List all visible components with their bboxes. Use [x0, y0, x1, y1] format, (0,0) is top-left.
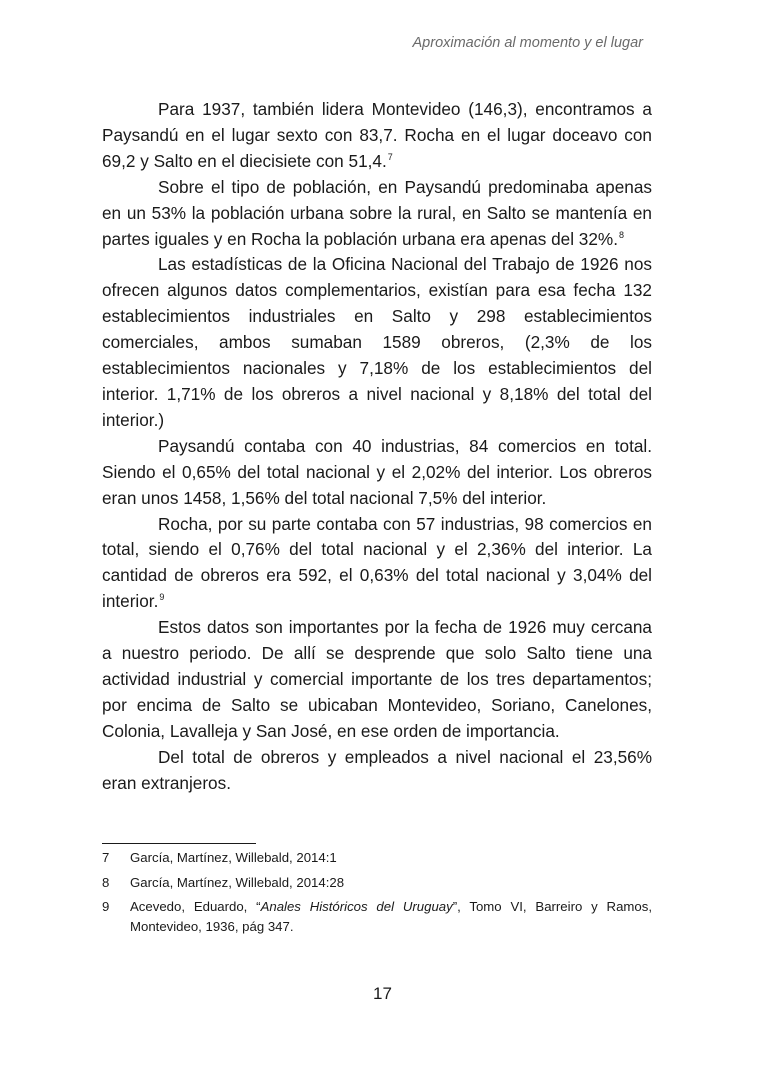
- footnote-text: Acevedo, Eduardo, “Anales Históricos del Uruguay”, Tomo VI, Barreiro y Ramos, Montevideo, 1936, pág 347.: [130, 899, 652, 934]
- paragraph: Del total de obreros y empleados a nivel nacional el 23,56% eran extranjeros.: [102, 746, 652, 793]
- footnote-number: 7: [102, 850, 110, 865]
- footnote-ref[interactable]: 8: [618, 229, 624, 240]
- paragraph: Rocha, por su parte contaba con 57 industrias, 98 comercios en total, siendo el 0,76% del total nacional y el 2,36% del interior. La cantidad de obreros era 592, el 0,63% del total nacional y 3,04% del interior.$^9$: [102, 513, 652, 612]
- footnote-text: García, Martínez, Willebald, 2014:1: [130, 850, 337, 865]
- footnote-text: García, Martínez, Willebald, 2014:28: [130, 874, 345, 890]
- paragraph: Para 1937, también lidera Montevideo (146,3), encontramos a Paysandú en el lugar sexto con 83,7. Rocha en el lugar doceavo con 69,2 y Salto en el diecisiete con 51,4.$^7$: [102, 99, 652, 171]
- footnote-number: 9: [102, 899, 110, 914]
- footnote-ref[interactable]: 9: [159, 592, 165, 603]
- footnote-divider: [102, 843, 256, 844]
- footnote-item: [102, 848, 652, 868]
- paragraph: Las estadísticas de la Oficina Nacional del Trabajo de 1926 nos ofrecen algunos datos complementarios, existían para esa fecha 132 establecimientos industriales en Salto y 298 establecimientos comerciales, ambos sumaban 1589 obreros, (2,3% de los establecimientos nacionales y 7,18% de los establecimientos del interior. 1,71% de los obreros a nivel nacional y 8,18% del total del interior.): [102, 254, 652, 430]
- footnotes: [102, 848, 652, 941]
- running-head: Aproximación al momento y el lugar: [412, 35, 643, 51]
- page-number: 17: [373, 984, 392, 1003]
- footnote-item: [102, 897, 652, 936]
- paragraph: Paysandú contaba con 40 industrias, 84 comercios en total. Siendo el 0,65% del total nacional y el 2,02% del interior. Los obreros eran unos 1458, 1,56% del total nacional 7,5% del interior.: [102, 435, 652, 508]
- book-title: Anales Históricos del Uruguay: [260, 899, 453, 914]
- footnote-number: 8: [102, 874, 110, 890]
- paragraph: Sobre el tipo de población, en Paysandú predominaba apenas en un 53% la población urbana sobre la rural, en Salto se mantenía en partes iguales y en Rocha la población urbana era apenas del 32%.$^8$: [102, 176, 652, 249]
- paragraph: Estos datos son importantes por la fecha de 1926 muy cercana a nuestro periodo. De allí se desprende que solo Salto tiene una actividad industrial y comercial importante de los tres departamentos; por encima de Salto se ubicaban Montevideo, Soriano, Canelones, Colonia, Lavalleja y San José, en ese orden de importancia.: [102, 617, 652, 741]
- body-text: [102, 97, 652, 796]
- footnote-ref[interactable]: 7: [387, 151, 393, 162]
- footnote-item: [102, 873, 652, 893]
